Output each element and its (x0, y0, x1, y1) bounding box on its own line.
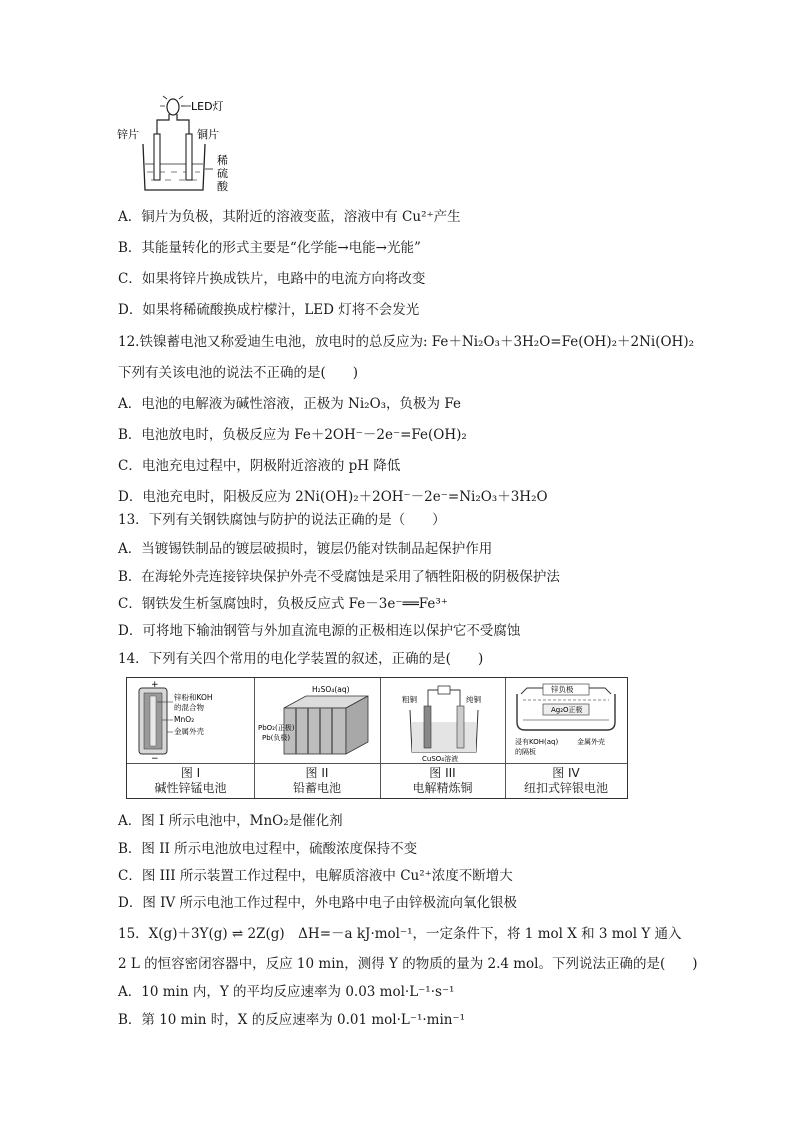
label-acid-2: 硫 (217, 167, 228, 180)
fig1-label-4: 金属外壳 (174, 727, 204, 736)
svg-text:+: + (151, 680, 159, 690)
fig4-number: 图 IV (552, 766, 580, 780)
q14-stem: 14．下列有关四个常用的电化学装置的叙述，正确的是( ) (118, 651, 484, 667)
fig4-name: 纽扣式锌银电池 (523, 781, 608, 795)
led-bulb (167, 99, 179, 115)
q11-option-c: C．如果将锌片换成铁片，电路中的电流方向将改变 (118, 271, 426, 287)
q15-stem-line1: 15．X(g)＋3Y(g) ⇌ 2Z(g) ΔH=－a kJ·mol⁻¹，一定条件下，将 1 mol X 和 3 mol Y 通入 (118, 926, 682, 942)
fig2-label-1: H₂SO₄(aq) (312, 685, 350, 694)
q13-option-b: B．在海轮外壳连接锌块保护外壳不受腐蚀是采用了牺牲阳极的阴极保护法 (118, 569, 560, 585)
fig4-label-2: Ag₂O正极 (551, 706, 583, 714)
q12-option-a: A．电池的电解液为碱性溶液，正极为 Ni₂O₃，负极为 Fe (118, 396, 461, 412)
label-acid-3: 酸 (217, 180, 228, 193)
q13-option-a: A．当镀锡铁制品的镀层破损时，镀层仍能对铁制品起保护作用 (118, 541, 493, 557)
fig3-label-2: 纯铜 (466, 695, 481, 704)
figure-3-copper-refining (382, 680, 504, 762)
galvanic-cell-figure (115, 94, 235, 194)
q11-option-b: B．其能量转化的形式主要是“化学能→电能→光能” (118, 240, 421, 256)
copper-electrode (186, 134, 192, 180)
label-led: LED灯 (191, 100, 224, 113)
figure-1-alkaline-battery (129, 680, 251, 762)
q14-option-d: D．图 IV 所示电池工作过程中，外电路中电子由锌极流向氧化银极 (118, 895, 517, 911)
fig3-label-1: 粗铜 (402, 695, 417, 704)
fig1-label-2: 的混合物 (174, 703, 204, 712)
q14-option-c: C．图 III 所示装置工作过程中，电解质溶液中 Cu²⁺浓度不断增大 (118, 868, 513, 884)
q13-option-d: D．可将地下输油钢管与外加直流电源的正极相连以保护它不受腐蚀 (118, 623, 521, 639)
q13-option-c: C．钢铁发生析氢腐蚀时，负极反应式 Fe－3e⁻══Fe³⁺ (118, 596, 448, 612)
fig4-label-3: 浸有KOH(aq) (515, 738, 559, 746)
q13-stem: 13．下列有关钢铁腐蚀与防护的说法正确的是（ ） (118, 512, 446, 528)
fig3-name: 电解精炼铜 (412, 781, 473, 795)
fig2-label-2: PbO₂(正极) (258, 724, 295, 732)
fig4-label-1: 锌负极 (551, 685, 574, 694)
fig3-label-3: CuSO₄溶液 (422, 755, 459, 762)
svg-text:−: − (151, 754, 159, 762)
fig1-number: 图 I (180, 766, 201, 780)
q14-option-b: B．图 II 所示电池放电过程中，硫酸浓度保持不变 (118, 841, 418, 857)
q11-option-a: A．铜片为负极，其附近的溶液变蓝，溶液中有 Cu²⁺产生 (118, 209, 461, 225)
figure-4-button-cell (507, 680, 627, 762)
q11-option-d: D．如果将稀硫酸换成柠檬汁，LED 灯将不会发光 (118, 302, 420, 318)
q14-figure-table (126, 677, 628, 799)
q12-stem-line1: 12.铁镍蓄电池又称爱迪生电池，放电时的总反应为: Fe＋Ni₂O₃＋3H₂O=Fe(OH)₂＋2Ni(OH)₂ (118, 334, 695, 350)
q12-stem-line2: 下列有关该电池的说法不正确的是( ) (118, 365, 359, 381)
q15-stem-line2: 2 L 的恒容密闭容器中，反应 10 min，测得 Y 的物质的量为 2.4 mol。下列说法正确的是( ) (118, 956, 698, 972)
fig4-label-5: 金属外壳 (577, 738, 605, 746)
figure-2-lead-acid-battery (256, 680, 378, 762)
fig2-number: 图 II (305, 766, 329, 780)
fig1-label-3: MnO₂ (174, 715, 195, 724)
q12-option-d: D．电池充电时，阳极反应为 2Ni(OH)₂＋2OH⁻－2e⁻=Ni₂O₃＋3H₂O (118, 489, 548, 505)
q15-option-a: A．10 min 内，Y 的平均反应速率为 0.03 mol·L⁻¹·s⁻¹ (118, 984, 455, 1000)
fig1-label-1: 锌粉和KOH (174, 693, 213, 702)
fig1-name: 碱性锌锰电池 (154, 781, 227, 795)
fig2-label-3: Pb(负极) (262, 734, 291, 742)
q12-option-c: C．电池充电过程中，阴极附近溶液的 pH 降低 (118, 458, 401, 474)
fig3-number: 图 III (429, 766, 456, 780)
q12-option-b: B．电池放电时，负极反应为 Fe＋2OH⁻－2e⁻=Fe(OH)₂ (118, 427, 467, 443)
zinc-electrode (154, 134, 160, 180)
fig4-label-4: 的隔板 (515, 748, 536, 756)
beaker (143, 144, 205, 190)
label-acid-1: 稀 (217, 154, 228, 167)
q14-option-a: A．图 I 所示电池中，MnO₂是催化剂 (118, 813, 343, 829)
q15-option-b: B．第 10 min 时，X 的反应速率为 0.01 mol·L⁻¹·min⁻¹ (118, 1012, 466, 1028)
fig2-name: 铅蓄电池 (292, 781, 341, 795)
label-copper: 铜片 (197, 128, 219, 141)
label-zinc: 锌片 (117, 128, 139, 141)
